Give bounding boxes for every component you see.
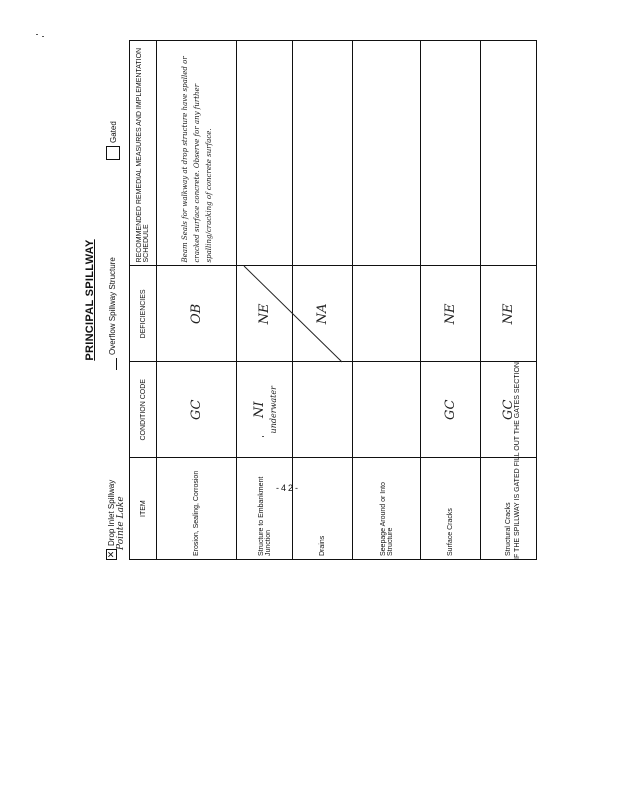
row-recommended: Beam Seals for walkway at drop structure have spalled or cracked surface concrete. Observe for any further spalling/cracking of concrete surface.	[157, 41, 237, 266]
row-deficiencies-value: NA	[315, 303, 330, 325]
row-condition: GC	[421, 362, 481, 458]
header-deficiencies: DEFICIENCIES	[130, 266, 157, 362]
row-item: Drains	[293, 458, 353, 560]
row-item: Seepage Around or Into Structure	[353, 458, 421, 560]
row-condition-note: underwater	[268, 386, 278, 434]
row-deficiencies: NE	[421, 266, 481, 362]
header-recommended: RECOMMENDED REMEDIAL MEASURES AND IMPLEMENTATION SCHEDULE	[130, 41, 157, 266]
row-condition-value: NI	[251, 401, 267, 419]
row-item: Structural Cracks	[481, 458, 537, 560]
row-deficiencies: NE	[481, 266, 537, 362]
rotated-form	[84, 40, 534, 560]
header-item: ITEM	[130, 458, 157, 560]
gated-label: Gated	[108, 121, 118, 143]
overflow-label: Overflow Spillway Structure	[108, 257, 117, 355]
header-condition: CONDITION CODE	[130, 362, 157, 458]
row-item: Surface Cracks	[421, 458, 481, 560]
drop-inlet-handwritten-note: Pointe Lake	[116, 496, 126, 550]
page-number: -42-	[276, 483, 301, 493]
checkbox-checked-icon[interactable]: ✕	[106, 550, 116, 559]
page-title: PRINCIPAL SPILLWAY	[84, 239, 96, 361]
row-item: Structure to Embankment Junction	[237, 458, 293, 560]
row-condition: GC	[157, 362, 237, 458]
row-item: Erosion, Sealing, Corrosion	[157, 458, 237, 560]
gates-footer-note: IF THE SPILLWAY IS GATED FILL OUT THE GATES SECTION	[514, 362, 521, 560]
row-condition: GC	[481, 362, 537, 458]
drop-inlet-label: Drop Inlet Spillway	[107, 479, 116, 546]
row-deficiencies: OB	[157, 266, 237, 362]
strike-through-mark	[84, 40, 534, 560]
row-deficiencies: NE	[237, 266, 293, 362]
